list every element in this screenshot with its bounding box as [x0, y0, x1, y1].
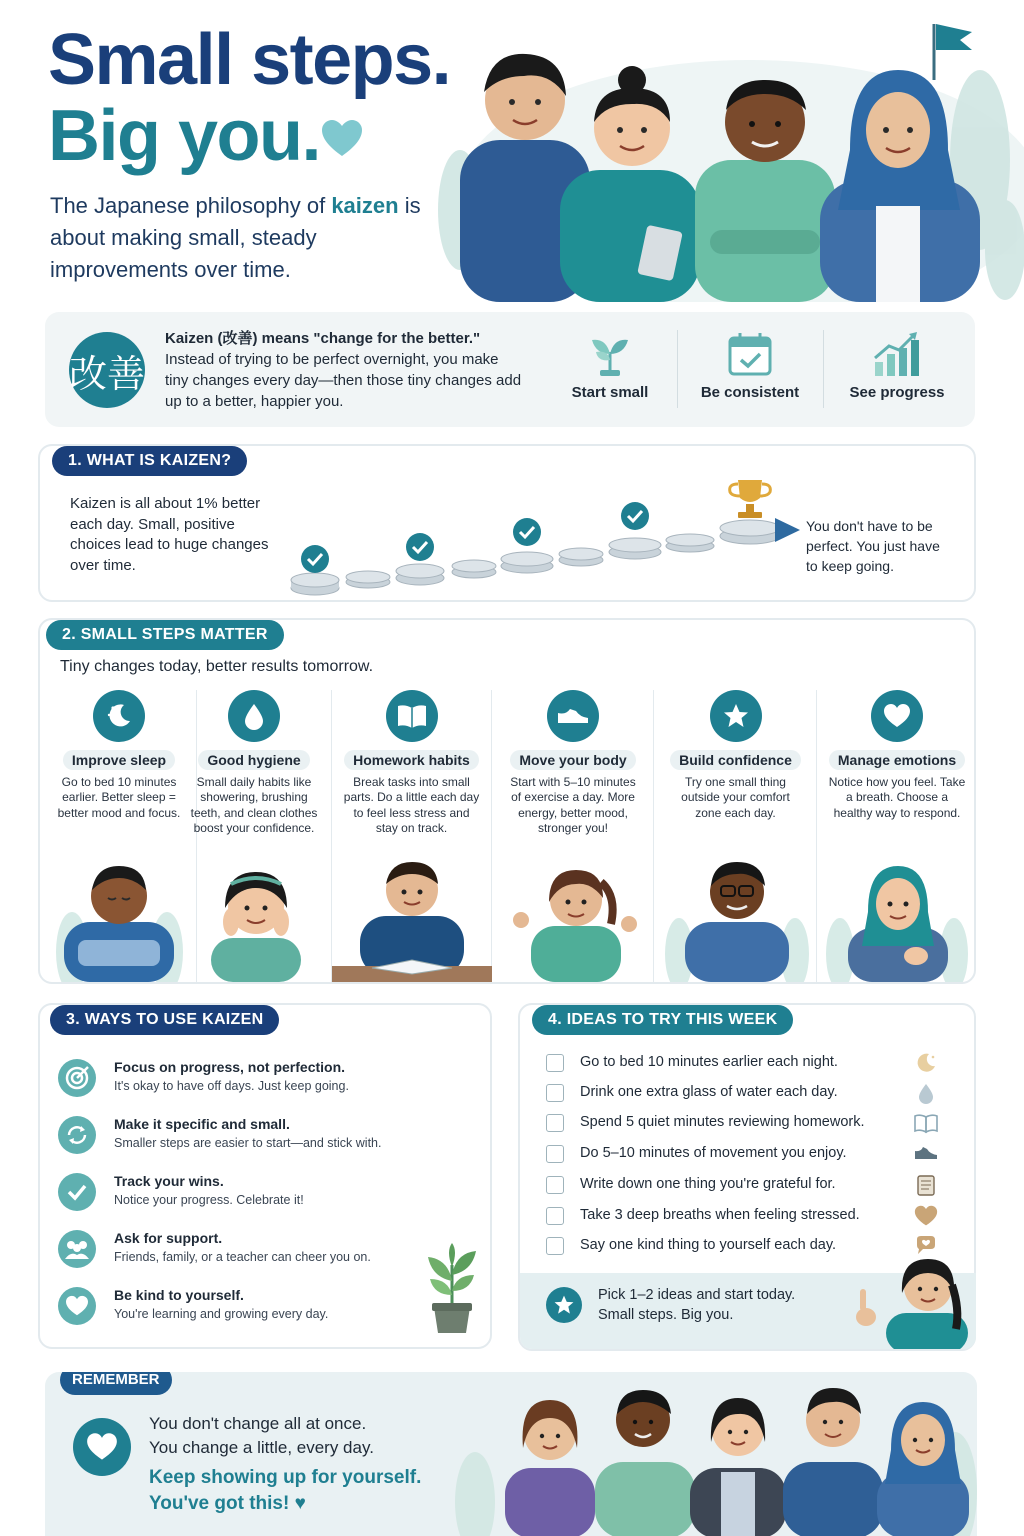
- section1-note: You don't have to be perfect. You just have to keep going.: [806, 518, 940, 574]
- checkbox[interactable]: [546, 1237, 564, 1255]
- remember-line2: You change a little, every day.: [149, 1438, 374, 1457]
- habit-title: Improve sleep: [63, 750, 175, 770]
- checkbox[interactable]: [546, 1054, 564, 1072]
- student-illustration: [177, 842, 332, 982]
- habit-card-hygiene: [177, 690, 332, 982]
- pillar-label: Start small: [571, 384, 649, 401]
- notebook-icon: [914, 1173, 938, 1197]
- staircase-illustration: [280, 466, 820, 606]
- definition-title: Kaizen (改善) means "change for the better.": [165, 330, 481, 347]
- moon-icon: [914, 1051, 938, 1075]
- habit-desc: Small daily habits like showering, brushing teeth, and clean clothes boost your confidence.: [190, 775, 318, 835]
- tip-title: Track your wins.: [114, 1173, 224, 1189]
- tip-desc: It's okay to have off days. Just keep going.: [114, 1079, 349, 1093]
- kaizen-definition: [165, 328, 525, 412]
- checkbox[interactable]: [546, 1145, 564, 1163]
- tip-desc: Smaller steps are easier to start—and stick with.: [114, 1136, 382, 1150]
- habit-card-confidence: [655, 690, 817, 982]
- remember-banner: [45, 1372, 977, 1536]
- checkbox[interactable]: [546, 1084, 564, 1102]
- checklist-item[interactable]: [546, 1081, 936, 1105]
- section-ways-to-use-kaizen: [38, 1003, 492, 1349]
- tip-desc: Notice your progress. Celebrate it!: [114, 1193, 304, 1207]
- book-icon: [386, 690, 438, 742]
- checklist-text: Go to bed 10 minutes earlier each night.: [580, 1054, 838, 1070]
- hero-title-line2: Big you.: [48, 96, 320, 176]
- habit-desc: Notice how you feel. Take a breath. Choose a healthy way to respond.: [828, 775, 966, 820]
- pillar-label: Be consistent: [700, 384, 800, 401]
- student-illustration: [332, 842, 492, 982]
- pillar-see-progress: [827, 330, 967, 416]
- habit-desc: Start with 5–10 minutes of exercise a day. More energy, better mood, stronger you!: [510, 775, 636, 835]
- checklist-text: Take 3 deep breaths when feeling stressed.: [580, 1207, 860, 1223]
- sneaker-icon: [914, 1142, 938, 1166]
- heart-icon: [58, 1287, 96, 1325]
- tip-desc: Friends, family, or a teacher can cheer you on.: [114, 1250, 371, 1264]
- pillar-label: See progress: [849, 384, 945, 401]
- checkbox[interactable]: [546, 1207, 564, 1225]
- habit-title: Build confidence: [670, 750, 801, 770]
- people-icon: [58, 1230, 96, 1268]
- habit-desc: Break tasks into small parts. Do a little each day to feel less stress and stay on track.: [343, 775, 480, 835]
- habit-card-sleep: [42, 690, 197, 982]
- habit-desc: Go to bed 10 minutes earlier. Better sleep = better mood and focus.: [57, 775, 181, 820]
- droplet-icon: [228, 690, 280, 742]
- tip-title: Make it specific and small.: [114, 1116, 290, 1132]
- checklist-item[interactable]: [546, 1204, 936, 1228]
- tip-item: [58, 1114, 488, 1164]
- pillar-be-consistent: [680, 330, 820, 416]
- tip-title: Focus on progress, not perfection.: [114, 1059, 346, 1075]
- moon-icon: [93, 690, 145, 742]
- hero-illustration: [420, 10, 1024, 302]
- heart-icon: [73, 1418, 131, 1476]
- hero-intro: [50, 190, 430, 286]
- calendar-check-icon: [726, 330, 774, 378]
- tip-item: [58, 1171, 488, 1221]
- habit-desc: Try one small thing outside your comfort zone each day.: [681, 775, 790, 820]
- section-tag: 1. WHAT IS KAIZEN?: [52, 446, 247, 476]
- checkbox[interactable]: [546, 1176, 564, 1194]
- habit-title: Homework habits: [344, 750, 479, 770]
- remember-strong1: Keep showing up for yourself.: [149, 1467, 422, 1488]
- student-illustration: [42, 842, 197, 982]
- hero-intro-keyword: kaizen: [331, 193, 399, 218]
- heart-icon: [914, 1204, 938, 1228]
- section-tag: 3. WAYS TO USE KAIZEN: [50, 1005, 279, 1035]
- group-illustration: [445, 1372, 977, 1536]
- call-to-action-banner: [520, 1273, 976, 1349]
- checklist-item[interactable]: [546, 1051, 936, 1075]
- cta-line2: Small steps. Big you.: [598, 1307, 734, 1323]
- hero: [0, 0, 1024, 305]
- section-tag: 2. SMALL STEPS MATTER: [46, 620, 284, 650]
- student-illustration: [655, 842, 817, 982]
- sprout-icon: [586, 330, 634, 378]
- checklist-item[interactable]: [546, 1142, 936, 1166]
- checklist-text: Say one kind thing to yourself each day.: [580, 1237, 837, 1253]
- hero-title-line1: Small steps.: [48, 20, 451, 100]
- checklist-text: Drink one extra glass of water each day.: [580, 1084, 838, 1100]
- potted-plant-icon: [420, 1241, 484, 1337]
- habit-card-emotions: [818, 690, 976, 982]
- checklist-item[interactable]: [546, 1173, 936, 1197]
- growth-chart-icon: [871, 330, 923, 378]
- heart-icon: [871, 690, 923, 742]
- section2-subtitle: Tiny changes today, better results tomorrow.: [60, 658, 374, 675]
- pillar-start-small: [540, 330, 680, 416]
- book-icon: [914, 1111, 938, 1135]
- star-icon: [710, 690, 762, 742]
- divider: [677, 330, 678, 408]
- definition-body: Instead of trying to be perfect overnight, you make tiny changes every day—then those tiny changes add up to a better, happier you.: [165, 351, 522, 410]
- target-icon: [58, 1059, 96, 1097]
- droplet-icon: [914, 1081, 938, 1105]
- cta-line1: Pick 1–2 ideas and start today.: [598, 1287, 796, 1303]
- checkbox[interactable]: [546, 1114, 564, 1132]
- section-ideas-to-try: [518, 1003, 976, 1351]
- remember-line1: You don't change all at once.: [149, 1414, 367, 1433]
- section-tag: REMEMBER: [60, 1372, 172, 1395]
- divider: [823, 330, 824, 408]
- tip-item: [58, 1057, 488, 1107]
- hero-intro-text: The Japanese philosophy of: [50, 193, 332, 218]
- trophy-icon: [730, 480, 771, 518]
- check-icon: [58, 1173, 96, 1211]
- checklist-text: Do 5–10 minutes of movement you enjoy.: [580, 1145, 847, 1161]
- tip-title: Ask for support.: [114, 1230, 223, 1246]
- sneaker-icon: [547, 690, 599, 742]
- section-what-is-kaizen: [38, 444, 976, 602]
- tip-desc: You're learning and growing every day.: [114, 1307, 329, 1321]
- section-tag: 4. IDEAS TO TRY THIS WEEK: [532, 1005, 793, 1035]
- hero-intro-text-end: is about making small, steady improvements over time.: [50, 193, 421, 282]
- star-icon: [546, 1287, 582, 1323]
- student-pointing-illustration: [856, 1249, 976, 1349]
- kanji-badge: 改善: [69, 332, 145, 408]
- section1-text: Kaizen is all about 1% better each day. Small, positive choices lead to huge changes over time.: [70, 495, 269, 574]
- kaizen-definition-panel: [45, 312, 975, 427]
- habit-card-move: [493, 690, 654, 982]
- call-to-action-text: [598, 1285, 795, 1325]
- heart-icon: [320, 118, 364, 158]
- hero-title: [48, 22, 450, 174]
- student-illustration: [493, 842, 654, 982]
- checklist-item[interactable]: [546, 1111, 936, 1135]
- habit-title: Good hygiene: [198, 750, 309, 770]
- student-illustration: [818, 842, 976, 982]
- section-small-steps-matter: [38, 618, 976, 984]
- remember-strong2: You've got this! ♥: [149, 1493, 306, 1514]
- tip-title: Be kind to yourself.: [114, 1287, 244, 1303]
- habit-card-homework: [332, 690, 492, 982]
- checklist-text: Spend 5 quiet minutes reviewing homework.: [580, 1114, 865, 1130]
- checklist-text: Write down one thing you're grateful for.: [580, 1176, 836, 1192]
- cycle-icon: [58, 1116, 96, 1154]
- habit-title: Move your body: [510, 750, 635, 770]
- habit-title: Manage emotions: [829, 750, 965, 770]
